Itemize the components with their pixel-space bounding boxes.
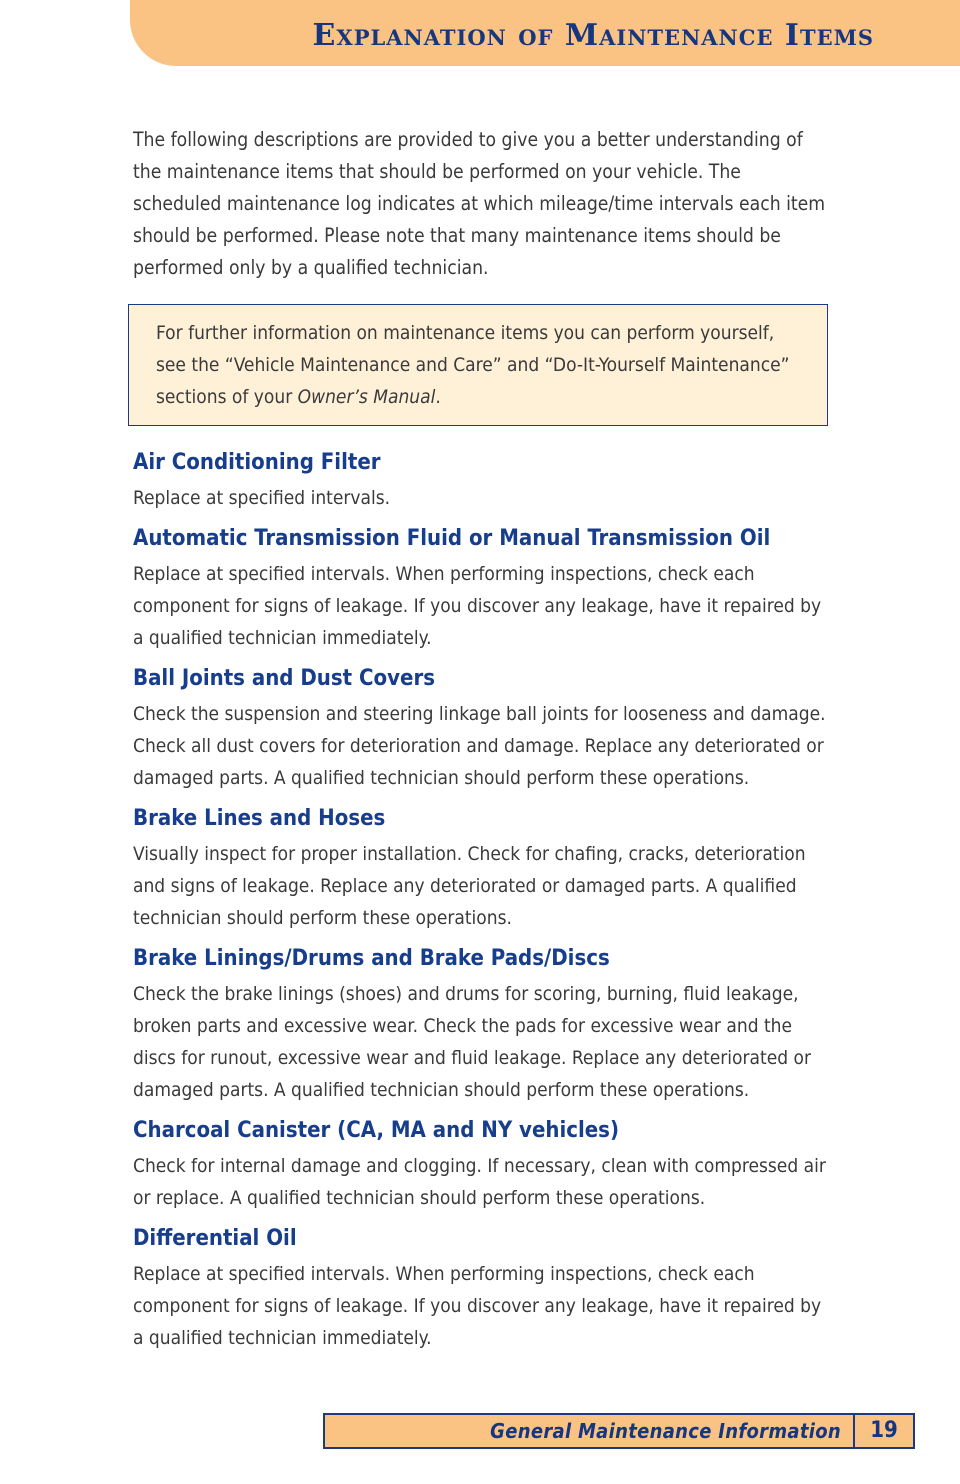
item-title: Brake Linings/Drums and Brake Pads/Discs: [133, 946, 610, 971]
intro-paragraph: The following descriptions are provided to give you a better understanding of the maintenance items that should be performed on your vehicle. The scheduled maintenance log indicates at which mileage/time intervals each item should be performed. Please note that many maintenance items should be performed only by a qualified technician.: [133, 128, 826, 279]
item-description: Check the suspension and steering linkage ball joints for looseness and damage. Check all dust covers for deterioration and damage. Replace any deteriorated or damaged parts. A qualified technician should perform these operations.: [133, 703, 826, 789]
item-title: Air Conditioning Filter: [133, 450, 381, 475]
footer-bar: [323, 1413, 915, 1449]
item-description: Replace at specified intervals.: [133, 487, 391, 509]
info-box-text: For further information on maintenance items you can perform yourself, see the “Vehicle Maintenance and Care” and “Do-It-Yourself Maintenance” sections of your: [156, 322, 790, 408]
page-number: 19: [853, 1415, 913, 1447]
item-ball-joints: [133, 662, 833, 794]
item-transmission-fluid: [133, 522, 833, 654]
item-title: Brake Lines and Hoses: [133, 806, 386, 831]
item-title: Charcoal Canister (CA, MA and NY vehicles): [133, 1118, 620, 1143]
item-brake-linings: [133, 942, 833, 1106]
info-box-emphasis: Owner’s Manual: [297, 386, 436, 408]
item-description: Check for internal damage and clogging. If necessary, clean with compressed air or replace. A qualified technician should perform these operations.: [133, 1155, 826, 1209]
item-brake-lines: [133, 802, 833, 934]
item-description: Visually inspect for proper installation. Check for chafing, cracks, deterioration and signs of leakage. Replace any deteriorated or damaged parts. A qualified technician should perform these operations.: [133, 843, 806, 929]
item-air-conditioning-filter: [133, 446, 833, 514]
item-description: Replace at specified intervals. When performing inspections, check each component for signs of leakage. If you discover any leakage, have it repaired by a qualified technician immediately.: [133, 563, 822, 649]
info-box-suffix: .: [435, 386, 441, 408]
maintenance-items-list: [133, 446, 833, 1362]
footer-section-label: General Maintenance Information: [490, 1419, 841, 1443]
item-description: Check the brake linings (shoes) and drums for scoring, burning, fluid leakage, broken parts and excessive wear. Check the pads for excessive wear and the discs for runout, excessive wear and fluid leakage. Replace any deteriorated or damaged parts. A qualified technician should perform these operations.: [133, 983, 811, 1101]
item-title: Ball Joints and Dust Covers: [133, 666, 436, 691]
item-title: Automatic Transmission Fluid or Manual Transmission Oil: [133, 526, 771, 551]
item-title: Differential Oil: [133, 1226, 297, 1251]
item-differential-oil: [133, 1222, 833, 1354]
item-description: Replace at specified intervals. When performing inspections, check each component for signs of leakage. If you discover any leakage, have it repaired by a qualified technician immediately.: [133, 1263, 822, 1349]
info-box: [128, 304, 828, 426]
item-charcoal-canister: [133, 1114, 833, 1214]
header-band: [130, 0, 960, 66]
page-title: Explanation of Maintenance Items: [312, 18, 874, 53]
